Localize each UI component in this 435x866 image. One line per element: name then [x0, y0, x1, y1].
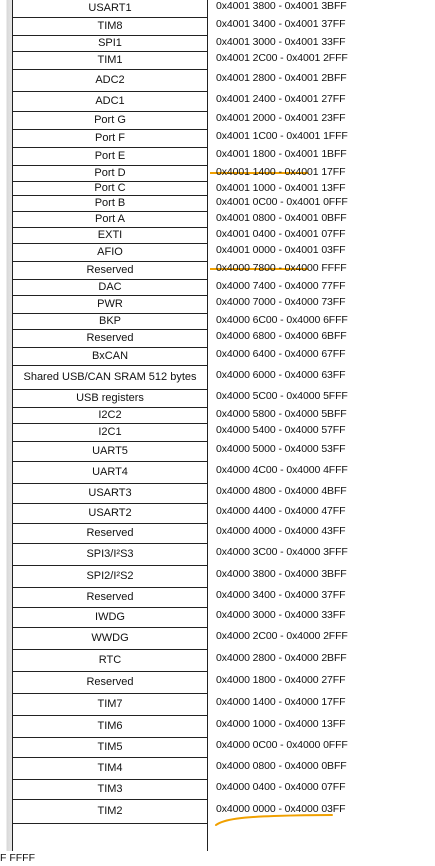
peripheral-name: I2C1 [12, 424, 208, 442]
peripheral-name: Port B [12, 196, 208, 212]
address-range: 0x4000 4800 - 0x4000 4BFF [216, 485, 347, 497]
peripheral-name: SPI2/I²S2 [12, 566, 208, 588]
address-range: 0x4000 2C00 - 0x4000 2FFF [216, 630, 348, 642]
address-range: 0x4001 3000 - 0x4001 33FF [216, 36, 346, 48]
peripheral-name: TIM3 [12, 780, 208, 800]
peripheral-name: Reserved [12, 672, 208, 694]
memory-map-row [0, 780, 435, 800]
peripheral-name: USB registers [12, 390, 208, 408]
address-range: 0x4000 6C00 - 0x4000 6FFF [216, 314, 348, 326]
address-range: 0x4000 6400 - 0x4000 67FF [216, 348, 346, 360]
peripheral-name: TIM6 [12, 716, 208, 738]
address-range: 0x4001 1800 - 0x4001 1BFF [216, 148, 347, 160]
address-range: 0x4000 5800 - 0x4000 5BFF [216, 408, 347, 420]
address-range: 0x4000 6000 - 0x4000 63FF [216, 369, 346, 381]
peripheral-name: Port D [12, 166, 208, 182]
address-range: 0x4001 0C00 - 0x4001 0FFF [216, 196, 348, 208]
peripheral-name: USART1 [12, 0, 208, 18]
peripheral-name: Port G [12, 112, 208, 130]
peripheral-name: TIM2 [12, 800, 208, 824]
address-range: 0x4000 4400 - 0x4000 47FF [216, 505, 346, 517]
address-range: 0x4000 6800 - 0x4000 6BFF [216, 330, 347, 342]
peripheral-name: ADC2 [12, 70, 208, 92]
address-range: 0x4000 5C00 - 0x4000 5FFF [216, 390, 348, 402]
memory-map-row [0, 182, 435, 196]
address-range: 0x4000 5000 - 0x4000 53FF [216, 443, 346, 455]
address-range: 0x4000 3800 - 0x4000 3BFF [216, 568, 347, 580]
memory-map-row [0, 738, 435, 758]
address-range: 0x4000 0C00 - 0x4000 0FFF [216, 739, 348, 751]
peripheral-name: Port A [12, 212, 208, 228]
memory-map-row [0, 296, 435, 314]
memory-map-row [0, 36, 435, 52]
address-range: 0x4000 1800 - 0x4000 27FF [216, 674, 346, 686]
bottom-address-label: F FFFF [0, 852, 35, 864]
memory-map-row [0, 694, 435, 716]
memory-map-row [0, 92, 435, 112]
address-range: 0x4000 0000 - 0x4000 03FF [216, 803, 346, 815]
peripheral-name: Port F [12, 130, 208, 148]
address-range: 0x4001 2800 - 0x4001 2BFF [216, 72, 347, 84]
memory-map-row [0, 112, 435, 130]
peripheral-name: WWDG [12, 628, 208, 650]
memory-map-row [0, 212, 435, 228]
address-range: 0x4001 1400 - 0x4001 17FF [216, 166, 346, 178]
memory-map-row [0, 424, 435, 442]
address-range: 0x4000 7800 - 0x4000 FFFF [216, 262, 347, 274]
peripheral-name: Reserved [12, 588, 208, 608]
peripheral-name: Reserved [12, 524, 208, 544]
memory-map-row [0, 196, 435, 212]
peripheral-name: BKP [12, 314, 208, 330]
address-range: 0x4000 7000 - 0x4000 73FF [216, 296, 346, 308]
peripheral-name: Port C [12, 182, 208, 196]
peripheral-name: PWR [12, 296, 208, 314]
memory-map-row [0, 608, 435, 628]
address-range: 0x4001 2C00 - 0x4001 2FFF [216, 52, 348, 64]
peripheral-name: TIM8 [12, 18, 208, 36]
memory-map-row [0, 148, 435, 166]
peripheral-name: USART3 [12, 484, 208, 504]
memory-map-row [0, 504, 435, 524]
peripheral-name: UART5 [12, 442, 208, 462]
address-range: 0x4001 0000 - 0x4001 03FF [216, 244, 346, 256]
address-range: 0x4000 3400 - 0x4000 37FF [216, 589, 346, 601]
memory-map-row [0, 524, 435, 544]
peripheral-name: UART4 [12, 462, 208, 484]
peripheral-name: SPI1 [12, 36, 208, 52]
address-range: 0x4000 0400 - 0x4000 07FF [216, 781, 346, 793]
address-range: 0x4001 1C00 - 0x4001 1FFF [216, 130, 348, 142]
memory-map-row [0, 442, 435, 462]
address-range: 0x4001 0400 - 0x4001 07FF [216, 228, 346, 240]
memory-map-row [0, 650, 435, 672]
address-range: 0x4000 2800 - 0x4000 2BFF [216, 652, 347, 664]
peripheral-name: EXTI [12, 228, 208, 244]
peripheral-name: AFIO [12, 244, 208, 262]
address-range: 0x4000 4C00 - 0x4000 4FFF [216, 464, 348, 476]
memory-map-row [0, 166, 435, 182]
peripheral-name: SPI3/I²S3 [12, 544, 208, 566]
address-range: 0x4001 3800 - 0x4001 3BFF [216, 0, 347, 12]
memory-map-row [0, 390, 435, 408]
address-range: 0x4001 2000 - 0x4001 23FF [216, 112, 346, 124]
memory-map-row [0, 628, 435, 650]
address-range: 0x4000 7400 - 0x4000 77FF [216, 280, 346, 292]
peripheral-name: USART2 [12, 504, 208, 524]
address-range: 0x4001 3400 - 0x4001 37FF [216, 18, 346, 30]
peripheral-name: Reserved [12, 262, 208, 280]
address-range: 0x4000 3000 - 0x4000 33FF [216, 609, 346, 621]
address-range: 0x4000 4000 - 0x4000 43FF [216, 525, 346, 537]
memory-map-row [0, 672, 435, 694]
memory-map-row [0, 348, 435, 366]
peripheral-name: RTC [12, 650, 208, 672]
peripheral-name: BxCAN [12, 348, 208, 366]
peripheral-name: Shared USB/CAN SRAM 512 bytes [12, 366, 208, 390]
peripheral-name: TIM1 [12, 52, 208, 70]
memory-map-row [0, 70, 435, 92]
peripheral-name: TIM4 [12, 758, 208, 780]
peripheral-name: TIM7 [12, 694, 208, 716]
address-range: 0x4001 2400 - 0x4001 27FF [216, 93, 346, 105]
memory-map-row [0, 314, 435, 330]
memory-map-row [0, 366, 435, 390]
memory-map-row [0, 800, 435, 824]
memory-map-row [0, 588, 435, 608]
memory-map-row [0, 52, 435, 70]
peripheral-name: TIM5 [12, 738, 208, 758]
memory-map-row [0, 18, 435, 36]
address-range: 0x4000 3C00 - 0x4000 3FFF [216, 546, 348, 558]
memory-map-row [0, 130, 435, 148]
memory-map-row [0, 228, 435, 244]
memory-map-row [0, 484, 435, 504]
memory-map-row [0, 544, 435, 566]
memory-map-row [0, 566, 435, 588]
peripheral-name: Reserved [12, 330, 208, 348]
memory-map-row [0, 330, 435, 348]
memory-map-row [0, 716, 435, 738]
memory-map-row [0, 0, 435, 18]
peripheral-name: ADC1 [12, 92, 208, 112]
address-range: 0x4001 0800 - 0x4001 0BFF [216, 212, 347, 224]
peripheral-name: Port E [12, 148, 208, 166]
address-range: 0x4000 1000 - 0x4000 13FF [216, 718, 346, 730]
memory-map-row [0, 408, 435, 424]
address-range: 0x4000 5400 - 0x4000 57FF [216, 424, 346, 436]
peripheral-name: I2C2 [12, 408, 208, 424]
memory-map-row [0, 758, 435, 780]
peripheral-name: DAC [12, 280, 208, 296]
address-range: 0x4001 1000 - 0x4001 13FF [216, 182, 346, 194]
memory-map-row [0, 280, 435, 296]
address-range: 0x4000 0800 - 0x4000 0BFF [216, 760, 347, 772]
memory-map-row [0, 244, 435, 262]
memory-map-row [0, 462, 435, 484]
memory-map-row [0, 262, 435, 280]
address-range: 0x4000 1400 - 0x4000 17FF [216, 696, 346, 708]
peripheral-name: IWDG [12, 608, 208, 628]
